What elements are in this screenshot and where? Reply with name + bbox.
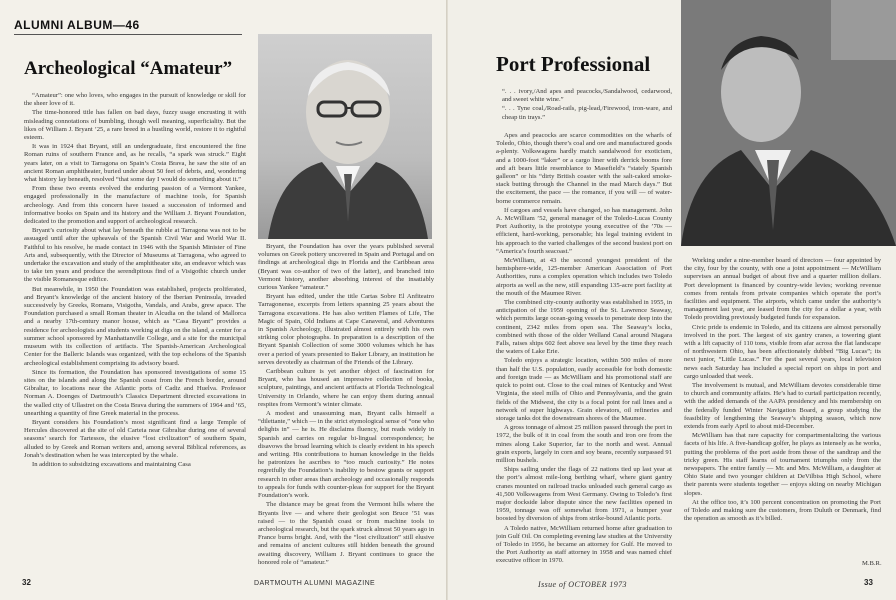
paragraph: McWilliam, at 43 the second youngest president of the hemisphere-wide, 125-member American Association of Port Authorities, runs a complex operation which includes two Toledo airports as well as the new, still expanding 135-acre port facility at the mouth of the Maumee River. — [496, 257, 672, 297]
paragraph: If cargoes and vessels have changed, so has management. John A. McWilliam ’52, general manager of the Toledo-Lucas County Port Authority, is the prototype young executive of the ’70s — efficient, hard-working, personable; his legal training evident in his approach to the varied challenges of the second busiest port on “America’s fourth seacoast.” — [496, 206, 672, 255]
paragraph: At the office too, it’s 100 percent concentration on promoting the Port of Toledo and making sure the customers, from Duluth or Denmark, find the operation as smooth as it’s billed. — [684, 498, 881, 523]
paragraph: Bryant, the Foundation has over the years published several volumes on Greek pottery uncovered in Spain and Portugal and on findings at archeological digs in Florida and the Caribbean area (Bryant was co-author of two of the latter), and branched into Vermont history, another absorbing interest of the insatiably curious Yankee “amateur.” — [258, 243, 434, 292]
epigraph-quotes — [496, 88, 672, 130]
right-page — [448, 0, 896, 600]
author-initials: M.B.R. — [862, 560, 882, 567]
paragraph: A gross tonnage of almost 25 million passed through the port in 1972, the bulk of it in coal from the south and iron ore from the mines along Lake Superior, far to the north and west. Annual grain exports, largely in corn and soy beans, recently surpassed 91 million bushels. — [496, 424, 672, 464]
paragraph: Caribbean culture is yet another object of fascination for Bryant, who has housed an impressive collection of books, sculpture, paintings, and ancient artifacts at Florida Technological University in Orlando, where he can enjoy them during annual respites from Vermont’s winter climate. — [258, 368, 434, 408]
right-column-1 — [496, 132, 672, 574]
paragraph: The distance may be great from the Vermont hills where the Bryants live — and where their geologist son Bruce ’51 was raised — to the Spanish coast or from machine tools to archeological research, but the spark struck almost 50 years ago in France burns bright. And, with the “lost civilization” still elusive and remains of ancient cultures still hidden beneath the ground awaiting discovery, William J. Bryant continues to grace the honored role of “amateur.” — [258, 501, 434, 566]
paragraph: Since its formation, the Foundation has sponsored investigations of some 15 sites on the islands and along the Spanish coast from the French border, around Gibraltar, to locations near the Atlantic ports of Cadiz and Huelva. Professor Norman A. Doenges of Dartmouth’s Classics Department directed excavations in the walled city of Ullastret on the Costa Brava during the summers of 1964 and ’65, unearthing a quantity of fine Greek material in the process. — [24, 368, 246, 417]
portrait-photo-bryant — [258, 34, 432, 239]
paragraph: Civic pride is endemic in Toledo, and its citizens are almost personally involved in the port. The largest of six gantry cranes, a towering giant with a lift capacity of 110 tons, visible from afar across the flat landscape of northwestern Ohio, has been affectionately dubbed “Big Lucas”; its next junior, “Little Lucas.” For the past several years, local television news each Saturday has included a special report on ships in port and cargo unloaded that week. — [684, 323, 881, 380]
footer-magazine-title: DARTMOUTH ALUMNI MAGAZINE — [254, 580, 376, 587]
portrait-image — [258, 34, 432, 239]
left-column-1 — [24, 92, 246, 570]
portrait-image-right — [681, 0, 896, 246]
paragraph: The involvement is mutual, and McWilliam devotes considerable time to church and community affairs. He’s had to curtail participation recently, with the added demands of the AAPA presidency and his membership on the federally funded Winter Navigation Board, a group studying the feasibility of lengthening the Seaway’s shipping season, which now extends from early April to about mid-December. — [684, 382, 881, 431]
page-number-left: 32 — [22, 578, 31, 587]
left-column-2 — [258, 243, 434, 570]
paragraph: “. . . Tyne coal,/Road-rails, pig-lead,/Firewood, iron-ware, and cheap tin trays.” — [502, 105, 672, 121]
paragraph: Bryant’s curiosity about what lay beneath the rubble at Tarragona was not to be assuaged until after the upheavals of the Spanish Civil War and World War II. Faithful to his resolve, he made contact in 1946 with the Spanish Minister of Fine Arts and, subsequently, with the Director of Museums at Tarragona, who agreed to undertake the excavation and study of the amphitheater site, an endeavor which was to take ten years and produce the serendipitous find of a Visigothic church under the visible Romanesque edifice. — [24, 227, 246, 284]
right-column-2 — [684, 257, 881, 559]
paragraph: Toledo enjoys a strategic location, within 500 miles of more than half the U.S. population, easily accessible for both domestic and foreign trade — as McWilliam and his promotional staff are quick to point out. Close to the coal mines of Kentucky and West Virginia, the steel mills of Ohio and Pennsylvania, and the grain fields of the Midwest, the city is a focal point for rail lines and a network of super highways. Grain elevators, oil refineries and storage tanks dot the downstream shores of the Maumee. — [496, 357, 672, 422]
header-rule — [14, 34, 242, 35]
paragraph: Apes and peacocks are scarce commodities on the wharfs of Toledo, Ohio, though there’s coal and ore and manufactured goods a-plenty. Volkswagens hardly match sandalwood for exoticism, and a 1000-foot “laker” or a cargo liner with derrick booms fore and aft bears little resemblance to Masefield’s “stately Spanish galleon” or his “dirty British coaster with the salt-caked smoke-stack butting through the Channel in the mad March days.” But the excitement, the pace — the romance, if you will — of water-borne commerce remain. — [496, 132, 672, 205]
paragraph: Bryant has edited, under the title Cartas Sobre El Anfiteatro Tarragonense, excerpts from letters spanning 25 years about the Tarragona excavations. He has also written Flames of Life, The Magic of Spain, Old Indians at Cape Canaveral, and Adventures in Spanish Archeology, illustrated almost entirely with his own striking color photographs. In preparation is a description of the Bryant Spanish Collection of some 3000 volumes which he has over a period of years presented to Baker Library, an institution he serves devotedly as chairman of the Friends of the Library. — [258, 293, 434, 366]
paragraph: In addition to subsidizing excavations and maintaining Casa — [32, 460, 191, 468]
paragraph: McWilliam has that rare capacity for compartmentalizing the various facets of his life. A five-handicap golfer, he plays as intensely as he works, putting the problems of the port aside from those of the sandtrap and the tricky green. His staff learns of tournament triumphs only from the newspapers. The entire family — Mr. and Mrs. McWilliam, a daughter at Ohio State and two younger children at DeVilbiss High School, where their parents were students together — enjoys skiing on nearby Michigan slopes. — [684, 432, 881, 497]
paragraph: Working under a nine-member board of directors — four appointed by the city, four by the county, with one a joint appointment — McWilliam supervises an annual budget of about five and a quarter million dollars. Port development is financed by country-wide levies; working revenue comes from rentals from private companies which operate the port’s facilities and equipment. The airports, which came under the authority’s management last year, are leased from the city for a dollar a year, with Toledo providing previously budgeted funds for expansion. — [684, 257, 881, 322]
paragraph: But meanwhile, in 1950 the Foundation was established, projects proliferated, and Bryant’s knowledge of the ancient history of the Iberian Peninsula, invaded successively by Greeks, Romans, Visigoths, Vandals, and Arabs, grew apace. The Foundation purchased a small Roman theater in Alcudia on the island of Mallorca and a nearby 17th-century manor house, which as “Casa Bryant” provides a residence for archeologists and students working at digs on the island, a center for a summer school sponsored by Manhattanville College, and a site for the municipal museum with its collection of artifacts. The Spanish-American Archeological Center for the Balleric Islands was organized, with the top echelons of the Spanish archeological establishment comprising its advisory board. — [24, 285, 246, 367]
paragraph: A modest and unassuming man, Bryant calls himself a “dilettante,” which — in the strict etymological sense of “one who delights in” — he is. He disclaims fluency, but reads widely in Spanish and carries on regular bi-lingual correspondence; he disavows the broad learning which is clearly evident in his speech and writing. His contributions to human knowledge in the fields he patronizes he ascribes to “too much curiosity.” He notes regretfully the Foundation’s inability to bestow grants or support research in other areas than archeology and occasionally responds to appeals for funds with counter-pleas for support for the Bryant Foundation’s work. — [258, 410, 434, 500]
paragraph: It was in 1924 that Bryant, still an undergraduate, first encountered the fine Roman ruins of southern France and, as he recalls, “a spark was struck.” Eight years later, on a visit to Tarragona on Spain’s Costa Brava, he saw the site of an ancient Roman amphitheater, buried under about 50 feet of debris, and, wondering what history lay beneath, resolved “that some day I would do something about it.” — [24, 143, 246, 184]
paragraph: A Toledo native, McWilliam returned home after graduation to join Gulf Oil. On completing evening law studies at the University of Toledo in 1956, he became an attorney for Gulf. He moved to the Port Authority as staff attorney in 1958 and was named chief executive officer in 1970. — [496, 524, 672, 565]
footer-issue-date: Issue of OCTOBER 1973 — [538, 580, 627, 589]
paragraph: “Amateur”: one who loves, who engages in the pursuit of knowledge or skill for the sheer love of it. — [24, 92, 246, 108]
paragraph: The combined city-county authority was established in 1955, in anticipation of the 1959 opening of the St. Lawrence Seaway, which permits large ocean-going vessels to penetrate deep into the continent, 2342 miles from open sea. The Seaway’s locks, combined with those of the older Welland Canal around Niagara Falls, raises ships 602 feet above sea level by the time they reach the waters of Lake Erie. — [496, 299, 672, 356]
paragraph: “. . . ivory,/And apes and peacocks,/Sandalwood, cedarwood, and sweet white wine.” — [502, 88, 672, 104]
paragraph: From these two events evolved the enduring passion of a Vermont Yankee, engaged professionally in the manufacture of machine tools, for Spanish archeology. And from this concern have issued a succession of informed and informative books on Spain and its history and the William J. Bryant Foundation, dedicated to the promotion and support of archeological research. — [24, 185, 246, 226]
page-number-right: 33 — [864, 578, 873, 587]
paragraph: Ships sailing under the flags of 22 nations tied up last year at the port’s almost mile-long berthing wharf, where giant gantry cranes mounted on railroad tracks unloaded such general cargo as 41,500 Volkswagens from West Germany. Owing to Toledo’s first major dockside labor dispute since the new facilities opened in 1959, tonnage was off somewhat from 1971, a bumper year boosted by diversion of ships from strike-bound Atlantic ports. — [496, 466, 672, 523]
article-headline-left: Archeological “Amateur” — [24, 58, 233, 79]
article-headline-right: Port Professional — [496, 52, 651, 76]
portrait-photo-mcwilliam — [681, 0, 896, 246]
paragraph: Bryant considers his Foundation’s most significant find a large Temple of Hercules discovered at the site of old Carteia near Gibraltar during one of several seasons’ search for Tartessos, the elusive “lost civilization” of southern Spain, alluded to by Greek and Roman writers and, among several Biblical references, as Jonah’s destination when he was intercepted by the whale. — [24, 418, 246, 459]
paragraph: The time-honored title has fallen on bad days, fuzzy usage encrusting it with misleading connotations of bumbling, though well meaning, superficiality. But the likes of William J. Bryant ’25, a rare breed in a hustling world, restore it to rightful esteem. — [24, 109, 246, 142]
section-header: ALUMNI ALBUM—46 — [14, 18, 140, 32]
